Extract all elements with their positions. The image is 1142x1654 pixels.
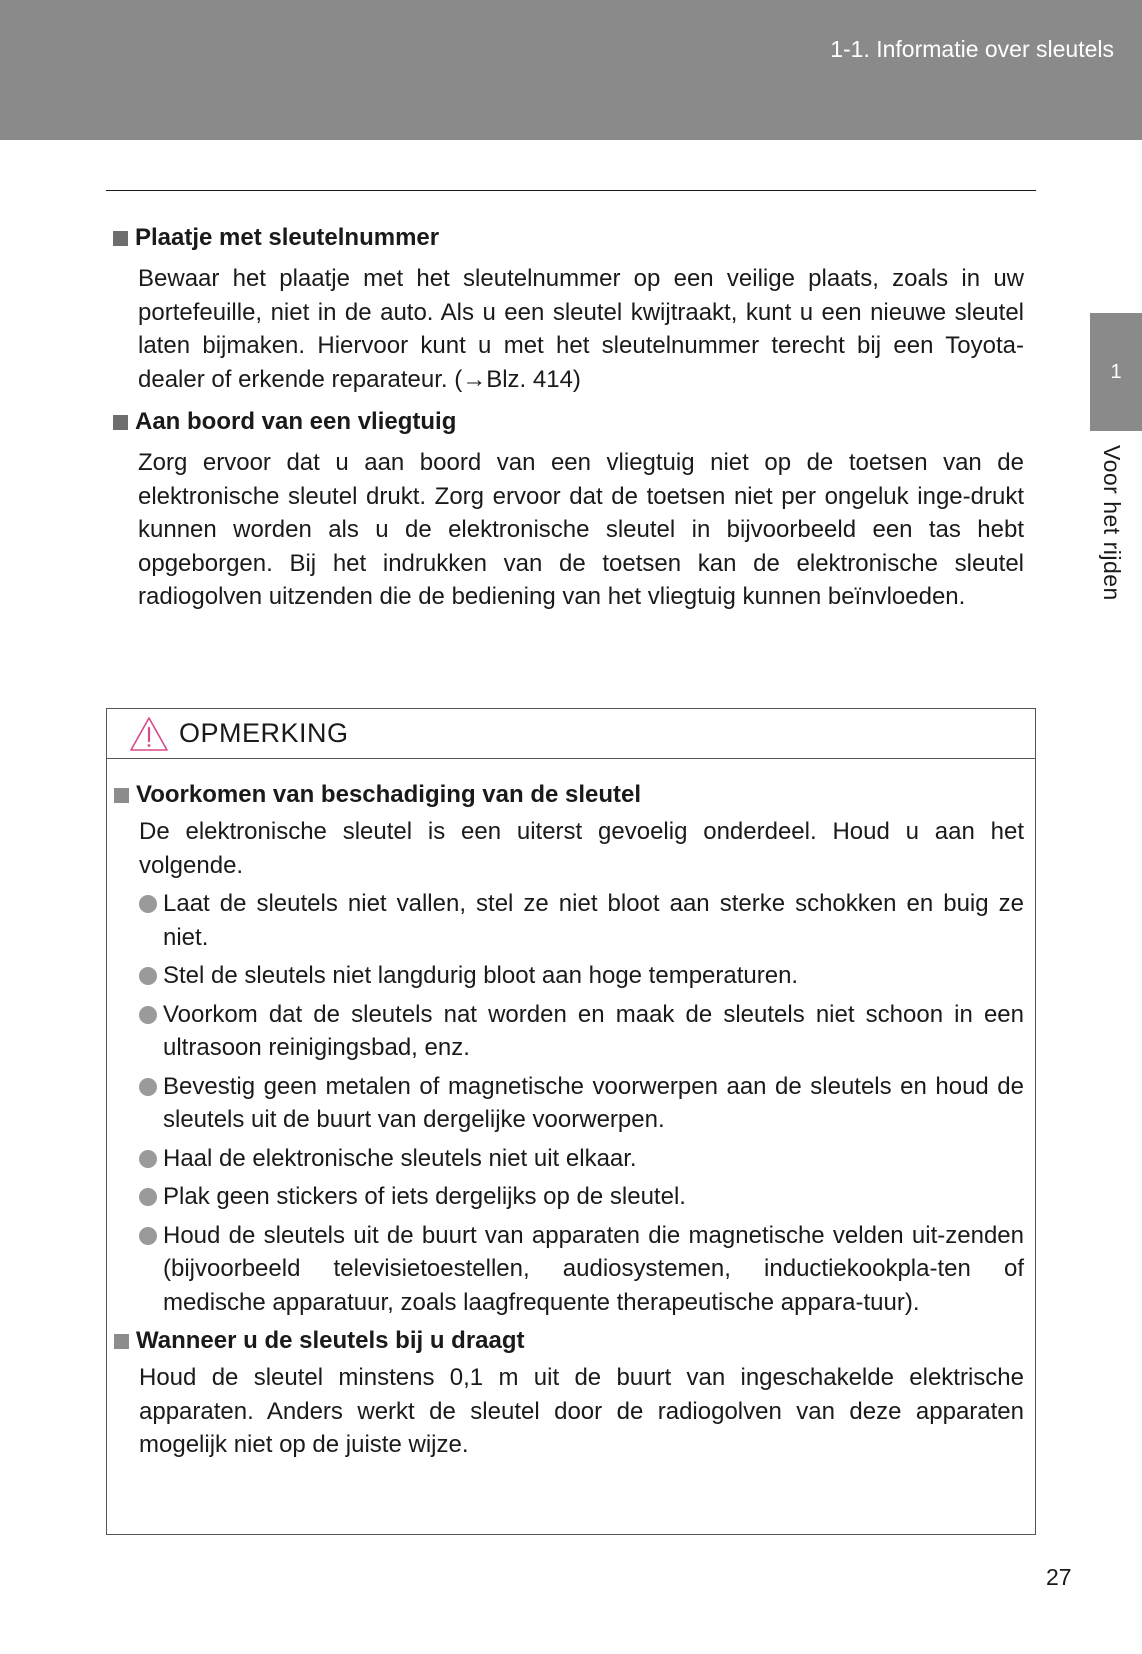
header-bar [0,0,1142,140]
notice-body [107,759,1035,1462]
notice-subheading [114,1325,1024,1357]
section-divider [106,190,1036,191]
heading-text: Aan boord van een vliegtuig [135,408,457,435]
bullet-dot-icon [139,895,157,913]
list-item: Bevestig geen metalen of magnetische voorwerpen aan de sleutels en houd de sleutels uit de buurt van dergelijke voorwerpen. [139,1070,1024,1137]
notice-subheading [114,779,1024,811]
heading-text: Plaatje met sleutelnummer [135,224,440,251]
main-content [113,222,1024,614]
bullet-dot-icon [139,1227,157,1245]
section-title: 1-1. Informatie over sleutels [830,36,1114,62]
bullet-dot-icon [139,1006,157,1024]
section-paragraph: Bewaar het plaatje met het sleutelnummer op een veilige plaats, zoals in uw portefeuille, niet in de auto. Als u een sleutel kwijtraakt, kunt u een nieuwe sleutel laten bijmaken. Hiervoor kunt u met het sleutelnummer terecht bij een Toyota-dealer of erkende reparateur. (→Blz. 414) [138,265,1024,393]
page-number: 27 [1046,1564,1072,1590]
section-paragraph: Zorg ervoor dat u aan boord van een vliegtuig niet op de toetsen van de elektronische sleutel drukt. Zorg ervoor dat de toetsen niet per ongeluk inge-drukt kunnen worden als u de elektronische sleutel in bijvoorbeeld een tas hebt opgeborgen. Bij het indrukken van de toetsen kan de elektronische sleutel radiogolven uitzenden die de bediening van het vliegtuig kunnen beïnvloeden. [138,449,1024,610]
list-item: Plak geen stickers of iets dergelijks op de sleutel. [139,1180,1024,1214]
chapter-title: Voor het rijden [1099,445,1125,601]
bullet-dot-icon [139,1188,157,1206]
notice-intro: Houd de sleutel minstens 0,1 m uit de buurt van ingeschakelde elektrische apparaten. Anders werkt de sleutel door de radiogolven van deze apparaten mogelijk niet op de juiste wijze. [139,1364,1024,1458]
section-heading [113,406,1024,438]
bullet-dot-icon [139,967,157,985]
notice-box [106,708,1036,1535]
bullet-dot-icon [139,1150,157,1168]
list-item: Houd de sleutels uit de buurt van apparaten die magnetische velden uit-zenden (bijvoorbeeld televisietoestellen, audiosystemen, inductiekookpla-ten of medische apparatuur, zoals laagfrequente therapeutische appara-tuur). [139,1219,1024,1320]
section-heading [113,222,1024,254]
list-item: Stel de sleutels niet langdurig bloot aan hoge temperaturen. [139,959,1024,993]
warning-triangle-icon [129,716,169,752]
square-bullet-icon [113,415,128,430]
heading-text: Voorkomen van beschadiging van de sleutel [136,781,642,808]
bullet-dot-icon [139,1078,157,1096]
notice-title: OPMERKING [179,718,349,748]
heading-text: Wanneer u de sleutels bij u draagt [136,1327,525,1354]
chapter-tab: 1 [1090,313,1142,431]
notice-header [107,709,1035,759]
square-bullet-icon [113,231,128,246]
square-bullet-icon [114,788,129,803]
notice-intro: De elektronische sleutel is een uiterst gevoelig onderdeel. Houd u aan het volgende. [139,818,1024,879]
square-bullet-icon [114,1334,129,1349]
list-item: Haal de elektronische sleutels niet uit elkaar. [139,1142,1024,1176]
list-item: Laat de sleutels niet vallen, stel ze niet bloot aan sterke schokken en buig ze niet. [139,887,1024,954]
list-item: Voorkom dat de sleutels nat worden en maak de sleutels niet schoon in een ultrasoon reinigingsbad, enz. [139,998,1024,1065]
